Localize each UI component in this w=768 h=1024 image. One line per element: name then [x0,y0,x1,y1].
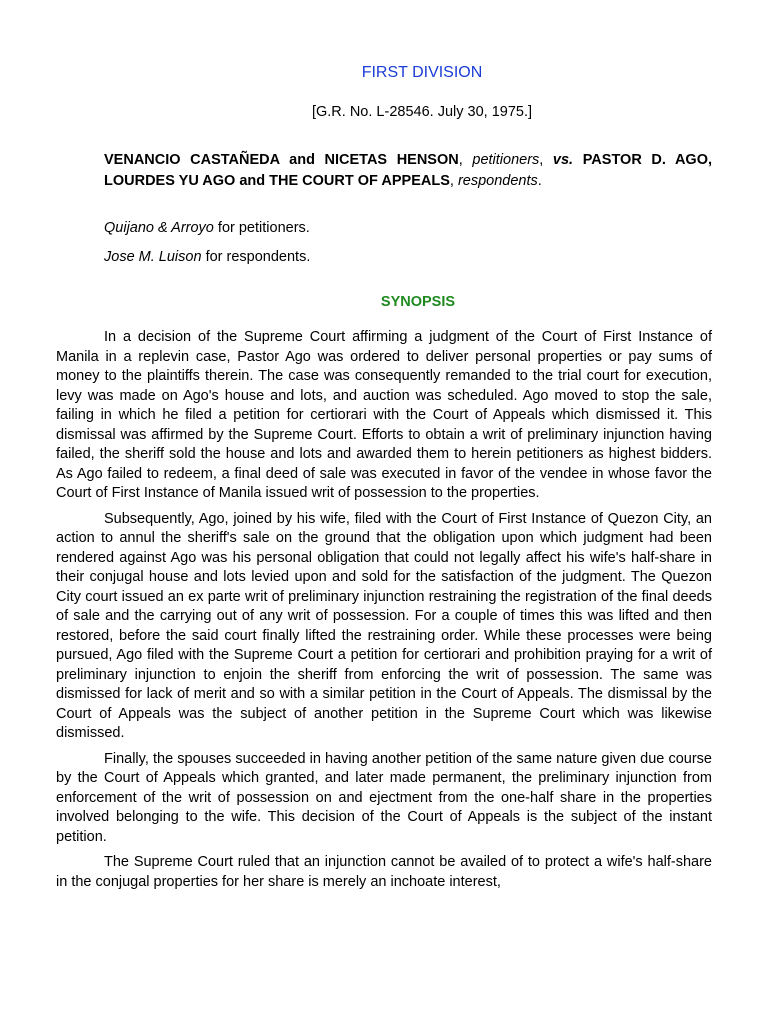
respondents-names: PASTOR D. AGO, LOURDES YU AGO and THE COURT OF APPEALS [104,152,713,189]
respondents-label: respondents [457,173,538,189]
synopsis-paragraph: The Supreme Court ruled that an injunction cannot be availed of to protect a wife's half-share in the conjugal properties for her share is merely an inchoate interest, [56,854,712,890]
case-parties: VENANCIO CASTAÑEDA and NICETAS HENSON, petitioners, vs. PASTOR D. AGO, LOURDES YU AGO and THE COURT OF APPEALS, respondents. [104,152,713,189]
synopsis-heading: SYNOPSIS [380,294,456,310]
counsel-name: Quijano & Arroyo [104,220,214,236]
counsel-petitioners [104,218,712,239]
case-number: [G.R. No. L-28546. July 30, 1975.] [311,104,533,120]
counsel-respondents [104,247,712,268]
versus-label: vs. [552,152,574,168]
petitioners-label: petitioners [472,152,540,168]
counsel-list [104,218,712,268]
synopsis-paragraph: Finally, the spouses succeeded in having another petition of the same nature given due course by the Court of Appeals which granted, and later made permanent, the preliminary injunction from enforcement of the writ of possession on and ejectment from the one-half share in the properties involved belonging to the wife. This decision of the Court of Appeals is the subject of the instant petition. [56,750,712,845]
counsel-name: Jose M. Luison [104,249,202,265]
synopsis-body [56,328,712,892]
division-heading: FIRST DIVISION [361,64,483,81]
counsel-role: for respondents. [205,249,311,265]
synopsis-paragraph: In a decision of the Supreme Court affirming a judgment of the Court of First Instance of Manila in a replevin case, Pastor Ago was ordered to deliver personal properties or pay sums of money to the plaintiffs therein. The case was consequently remanded to the trial court for execution, levy was made on Ago's house and lots, and auction was scheduled. Ago moved to stop the sale, failing in which he filed a petition for certiorari with the Court of Appeals which dismissed it. This dismissal was affirmed by the Supreme Court. Efforts to obtain a writ of preliminary injunction having failed, the sheriff sold the house and lots and awarded them to herein petitioners as highest bidders. As Ago failed to redeem, a final deed of sale was executed in favor of the vendee in whose favor the Court of First Instance of Manila issued writ of possession to the properties. [56,329,712,501]
counsel-role: for petitioners. [217,220,310,236]
synopsis-paragraph: Subsequently, Ago, joined by his wife, filed with the Court of First Instance of Quezon City, an action to annul the sheriff's sale on the ground that the obligation upon which judgment had been rendered against Ago was his personal obligation that could not legally affect his wife's half-share in their conjugal house and lots levied upon and sold for the satisfaction of the judgment. The Quezon City court issued an ex parte writ of preliminary injunction restraining the registration of the final deeds of sale and the carrying out of any writ of possession. For a couple of times this was lifted and then restored, before the said court finally lifted the restraining order. While these processes were being pursued, Ago filed with the Supreme Court a petition for certiorari and prohibition praying for a writ of preliminary injunction to enjoin the sheriff from enforcing the writ of possession. The same was dismissed for lack of merit and so with a similar petition in the Court of Appeals. The dismissal by the Court of Appeals was the subject of another petition in the Supreme Court which was likewise dismissed. [56,510,712,741]
petitioners-names: VENANCIO CASTAÑEDA and NICETAS HENSON [104,152,459,168]
